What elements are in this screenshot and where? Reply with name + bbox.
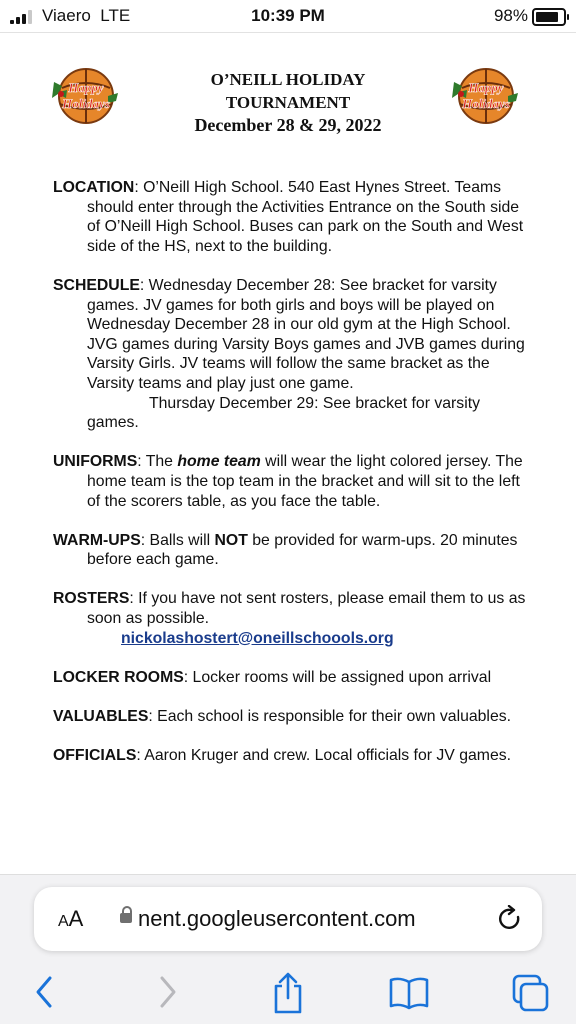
location-text: : O’Neill High School. 540 East Hynes Street. Teams should enter through the Activities Entrance on the South side of O’Neill High School. Buses can park on the South and West side of the HS, next to the building. — [87, 179, 524, 255]
title-line-2: TOURNAMENT — [225, 93, 351, 112]
svg-text:Happy: Happy — [468, 80, 504, 95]
forward-icon[interactable] — [154, 972, 182, 1012]
happy-holidays-logo-left — [52, 64, 120, 128]
warmups-text-before: : Balls will — [140, 531, 215, 549]
lock-icon — [120, 913, 132, 923]
document-title — [140, 68, 436, 137]
reader-options-button[interactable]: AA — [58, 906, 84, 931]
officials-text: : Aaron Kruger and crew. Local officials for JV games. — [136, 747, 512, 765]
address-bar[interactable] — [34, 887, 542, 951]
valuables-text: : Each school is responsible for their own valuables. — [148, 708, 512, 726]
uniforms-text-after: will wear the light colored jersey. The home team is the top team in the bracket and will sit to the left of the scorers table, as you face the table. — [87, 453, 523, 510]
uniforms-emphasis: home team — [177, 453, 261, 471]
rosters-label: ROSTERS — [53, 590, 130, 608]
back-icon[interactable] — [30, 972, 58, 1012]
status-bar — [0, 0, 576, 33]
location-section — [53, 178, 533, 256]
valuables-label: VALUABLES — [53, 708, 149, 726]
network-label: LTE — [100, 6, 131, 25]
rosters-section — [53, 589, 533, 628]
location-label: LOCATION — [53, 179, 135, 196]
share-icon[interactable] — [270, 972, 306, 1016]
schedule-thursday: Thursday December 29: See bracket for varsity games. — [87, 394, 480, 432]
schedule-section — [53, 276, 533, 433]
clock: 10:39 PM — [251, 6, 325, 25]
rosters-email-link[interactable]: nickolashostert@oneillschoools.org — [121, 629, 394, 647]
carrier-label: Viaero LTE — [42, 6, 131, 25]
officials-section — [53, 746, 533, 766]
tabs-icon[interactable] — [510, 972, 550, 1014]
warmups-emphasis: NOT — [214, 531, 248, 549]
svg-text:Holidays: Holidays — [462, 96, 510, 111]
officials-label: OFFICIALS — [53, 747, 137, 765]
tournament-dates: December 28 & 29, 2022 — [194, 115, 382, 135]
address-bar-area — [0, 874, 576, 963]
warmups-text-after: be provided for warm-ups. 20 minutes before each game. — [87, 531, 518, 569]
svg-text:Holidays: Holidays — [62, 96, 110, 111]
locker-rooms-text: : Locker rooms will be assigned upon arrival — [183, 668, 492, 686]
uniforms-section — [53, 452, 533, 511]
uniforms-label: UNIFORMS — [53, 453, 138, 471]
document-view[interactable] — [0, 33, 576, 873]
rosters-text: : If you have not sent rosters, please email them to us as soon as possible. — [87, 590, 526, 628]
locker-rooms-section — [53, 668, 533, 688]
battery-percent: 98% — [493, 6, 528, 25]
warmups-section — [53, 531, 533, 570]
uniforms-text-before: : The — [137, 453, 178, 471]
happy-holidays-logo-right — [452, 64, 520, 128]
schedule-text: : Wednesday December 28: See bracket for varsity games. JV games for both girls and boys will be played on Wednesday December 28 in our old gym at the High School. JVG games during Varsity Boys games and JVB games during Varsity Girls. JV teams will follow the same bracket as the Varsity teams and play just one game. — [87, 276, 525, 392]
valuables-section — [53, 707, 533, 727]
svg-text:Happy: Happy — [68, 80, 104, 95]
title-line-1: O’NEILL HOLIDAY — [210, 70, 366, 89]
warmups-label: WARM-UPS — [53, 531, 141, 549]
bookmarks-icon[interactable] — [388, 972, 430, 1012]
schedule-label: SCHEDULE — [53, 276, 140, 294]
reload-icon[interactable] — [498, 905, 524, 933]
bottom-toolbar — [0, 962, 576, 1024]
document-body — [53, 178, 533, 785]
battery-icon — [532, 8, 566, 26]
url-text[interactable]: nent.googleusercontent.com — [138, 906, 416, 931]
locker-rooms-label: LOCKER ROOMS — [53, 668, 184, 686]
